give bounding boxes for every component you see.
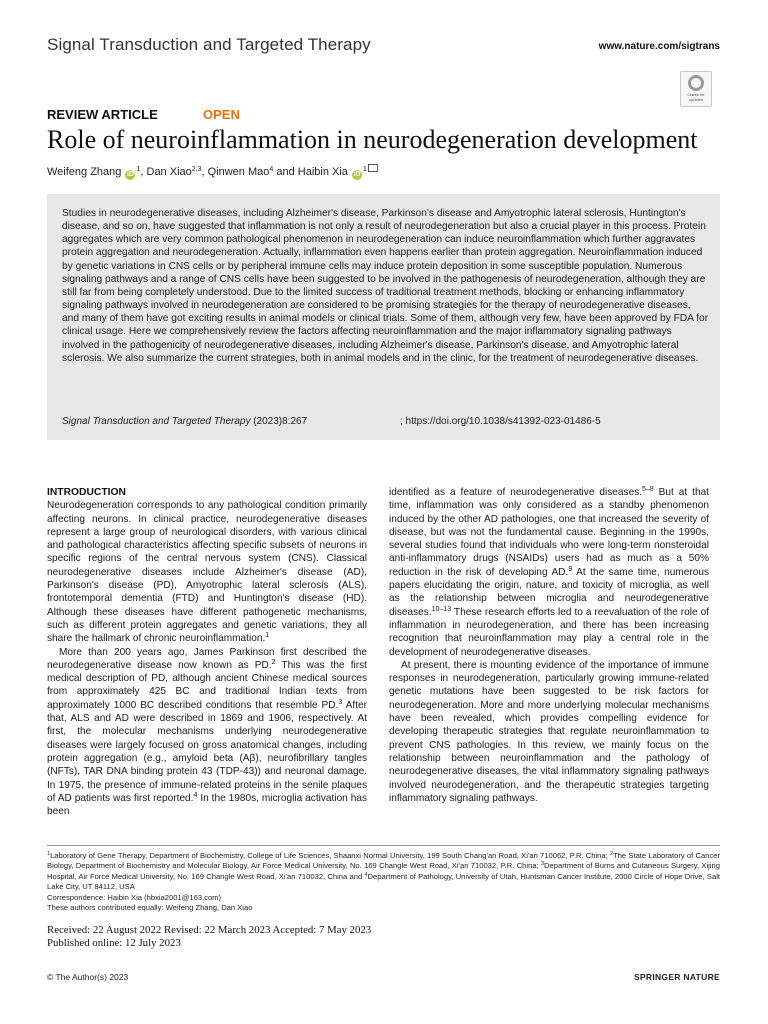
body-paragraph: At present, there is mounting evidence of the importance of immune responses in neurodegeneration, particularly growing immune-related genetic mutations have been suggested to be risk factors for neurodegeneration. More and more underlying molecular mechanisms have been revealed, which provides compelling evidence for developing therapeutic strategies that regulate neuroinflammation to prevent CNS pathologies. In this review, we mainly focus on the relationship between neuroinflammation and the pathology of neurodegenerative diseases, the vital inflammatory signaling pathways involved neurodegeneration, and the therapeutic strategies targeting inflammatory signaling pathways. bbox=[389, 659, 709, 804]
author-name[interactable]: Weifeng Zhang bbox=[47, 166, 122, 178]
check-updates-icon bbox=[688, 75, 704, 91]
received-dates: Received: 22 August 2022 Revised: 22 March 2023 Accepted: 7 May 2023 bbox=[47, 924, 372, 936]
open-access-label: OPEN bbox=[203, 107, 240, 122]
journal-url[interactable]: www.nature.com/sigtrans bbox=[598, 41, 720, 52]
body-paragraph: identified as a feature of neurodegenerative diseases.$^{5-8}$ But at that time, inflammation was only considered as a standby phenomenon induced by the other AD pathologies, one that increased the severity of disease, but was not the fundamental cause. Beginning in the 1990s, several studies found that individuals who were long-term nonsteroidal anti-inflammatory drugs (NSAIDs) users had as much as a 50% reduction in the risk of developing AD.$^9$ At the same time, numerous papers elucidating the origin, nature, and toxicity of microglia, as well as the relationship between microglia and neurodegenerative diseases.$^{10-13}$ These research efforts led to a reevaluation of the role of inflammation in neurodegeneration, and there has been increasing recognition that neuroinflammation may play a central role in the development of neurodegenerative diseases. bbox=[389, 486, 709, 658]
author-affiliation-sup: 1 bbox=[362, 166, 367, 173]
article-title: Role of neuroinflammation in neurodegeneration development bbox=[47, 125, 698, 154]
check-updates-label: Check for updates bbox=[687, 92, 705, 102]
body-column-left bbox=[47, 486, 367, 818]
publisher-logo: SPRINGER NATURE bbox=[633, 972, 720, 982]
doi-link[interactable]: ; https://doi.org/10.1038/s41392-023-01486-5 bbox=[400, 416, 601, 427]
affiliation-list: $^1$Laboratory of Gene Therapy, Department of Biochemistry, College of Life Sciences, Shaanxi Normal University, 199 South Chang'an Road, Xi'an 710062, P.R. China; $^2$The State Laboratory of Cancer Biology, Department of Biochemistry and Molecular Biology, Air Force Medical University, No. 169 Changle West Road, Xi'an 710032, P.R. China; $^3$Department of Burns and Cutaneous Surgery, Xijing Hospital, Air Force Medical University, No. 169 Changle West Road, Xi'an 710032, China and $^4$Department of Pathology, University of Utah, Huntsman Cancer Institute, 2000 Circle of Hope Drive, Salt Lake City, UT 84112, USA bbox=[47, 851, 720, 892]
author-affiliation-sup: 4 bbox=[269, 166, 274, 173]
author-name[interactable]: Qinwen Mao bbox=[207, 166, 270, 178]
citation-journal: Signal Transduction and Targeted Therapy bbox=[62, 416, 251, 427]
author-separator: and bbox=[273, 166, 298, 178]
body-paragraph: Neurodegeneration corresponds to any pathological condition primarily affecting neurons. In clinical practice, neurodegenerative diseases represent a large group of neurological disorders, with various clinical and pathological characteristics affecting specific subsets of neurons in specific regions of the central nervous system (CNS). Classical neurodegenerative diseases include Alzheimer's disease (AD), Parkinson's disease (PD), Amyotrophic lateral sclerosis (ALS), frontotemporal dementia (FTD) and Huntington's disease (HD). Although these diseases have different pathogenetic mechanisms, such as different protein aggregates and genetic variations, they all share the hallmark of chronic neuroinflammation.$^1$ bbox=[47, 500, 367, 645]
abstract-text: Studies in neurodegenerative diseases, including Alzheimer's disease, Parkinson's disease and Amyotrophic lateral sclerosis, Huntington's disease, and so on, have suggested that inflammation is not only a result of neurodegeneration but also a crucial player in this process. Protein aggregates which are very common pathological phenomenon in neurodegeneration can induce neuroinflammation which further aggravates protein aggregation and neurodegeneration. Actually, inflammation even happens earlier than protein aggregation. Neuroinflammation induced by genetic variations in CNS cells or by peripheral immune cells may induce protein deposition in some susceptible population. Numerous signaling pathways and a range of CNS cells have been suggested to be involved in the pathogenesis of neurodegeneration, although they are still far from being completely understood. Due to the limited success of traditional treatment methods, blocking or enhancing inflammatory signaling pathways involved in neurodegeneration are considered to be promising strategies for the therapy of neurodegenerative diseases, and many of them have got exciting results in animal models or clinical trials. Some of them, although very few, have been approved by FDA for clinical usage. Here we comprehensively review the factors affecting neuroinflammation and the major inflammatory signaling pathways involved in the pathogenicity of neurodegenerative diseases, including Alzheimer's disease, Parkinson's disease, and Amyotrophic lateral sclerosis. We also summarize the current strategies, both in animal models and in the clinic, for the treatment of neurodegenerative diseases. bbox=[62, 208, 709, 364]
author-list bbox=[47, 164, 378, 180]
reference-link[interactable]: 5–8 bbox=[642, 486, 654, 493]
author-affiliation-sup: 2,3 bbox=[191, 166, 202, 173]
reference-link[interactable]: 9 bbox=[568, 565, 573, 573]
citation bbox=[62, 416, 307, 427]
section-heading: INTRODUCTION bbox=[47, 487, 126, 498]
check-for-updates-badge[interactable] bbox=[680, 71, 712, 107]
author-separator: , bbox=[140, 166, 147, 178]
copyright: © The Author(s) 2023 bbox=[47, 972, 129, 982]
correspondence: Correspondence: Haibin Xia (hbxia2001@163.com) bbox=[47, 892, 222, 902]
article-dates bbox=[47, 924, 371, 950]
reference-link[interactable]: 10–13 bbox=[431, 605, 452, 613]
reference-link[interactable]: 2 bbox=[271, 658, 276, 666]
orcid-icon[interactable]: iD bbox=[353, 171, 361, 178]
orcid-icon[interactable]: iD bbox=[126, 171, 134, 178]
equal-contribution-note: These authors contributed equally: Weifeng Zhang, Dan Xiao bbox=[47, 903, 253, 913]
citation-volume: (2023)8:267 bbox=[250, 416, 308, 427]
article-type: REVIEW ARTICLE bbox=[47, 107, 158, 122]
author-affiliation-sup: 1 bbox=[136, 166, 141, 173]
reference-link[interactable]: 4 bbox=[193, 791, 198, 799]
reference-link[interactable]: 3 bbox=[338, 698, 343, 706]
mail-icon[interactable] bbox=[368, 164, 378, 172]
author-name[interactable]: Haibin Xia bbox=[297, 166, 348, 178]
author-separator: , bbox=[201, 166, 208, 178]
body-column-right bbox=[389, 486, 709, 805]
affiliations bbox=[47, 851, 720, 913]
reference-link[interactable]: 1 bbox=[265, 632, 270, 640]
published-date: Published online: 12 July 2023 bbox=[47, 937, 181, 949]
body-paragraph: More than 200 years ago, James Parkinson first described the neurodegenerative disease now known as PD.$^2$ This was the first medical description of PD, although ancient Chinese medical sources from approximately 425 BC and traditional Indian texts from approximately 1000 BC described conditions that resemble PD.$^3$ After that, ALS and AD were described in 1869 and 1906, respectively. At first, the molecular mechanisms underlying neurodegenerative diseases were largely focused on gross anatomical changes, including protein aggregation (e.g., amyloid beta (Aβ), neurofibrillary tangles (NFTs), TAR DNA binding protein 43 (TDP-43)) and neuronal damage. In 1975, the presence of immune-related proteins in the senile plaques of AD patients was first reported.$^4$ In the 1980s, microglia activation has been bbox=[47, 646, 367, 818]
author-name[interactable]: Dan Xiao bbox=[146, 166, 192, 178]
journal-title: Signal Transduction and Targeted Therapy bbox=[47, 35, 371, 54]
abstract-box bbox=[47, 194, 720, 440]
footer-divider bbox=[47, 845, 720, 846]
